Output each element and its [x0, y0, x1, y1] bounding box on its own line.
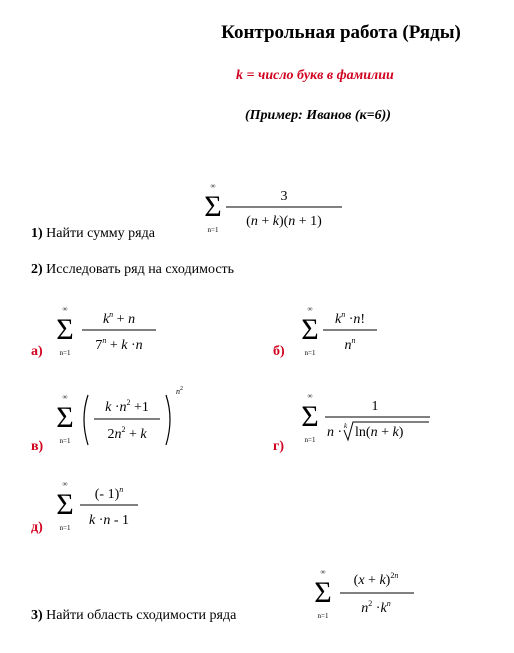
formula-task1 [200, 182, 350, 238]
svg-text:n=1: n=1 [304, 436, 316, 444]
svg-text:n=1: n=1 [59, 349, 71, 357]
task-1-text: Найти сумму ряда [46, 226, 155, 241]
svg-text:n=1: n=1 [317, 612, 329, 620]
item-label-d: д) [31, 520, 43, 535]
example-note: (Пример: Иванов (к=6)) [245, 108, 391, 123]
formula-task3 [310, 566, 420, 624]
svg-text:k: k [344, 422, 348, 430]
svg-text:(- 1)n: (- 1)$^n$ [94, 485, 124, 502]
task-1-number: 1) [31, 226, 43, 241]
svg-text:(n + k)(n + 1): (n + k)(n + 1) [246, 214, 322, 229]
svg-text:ln(n + k): ln(n + k) [355, 425, 404, 440]
svg-text:n=1: n=1 [207, 226, 219, 234]
svg-text:n2 ·kn: $n^2 \cdot k^n$ [361, 599, 391, 616]
item-label-v: в) [31, 439, 44, 454]
task-2-text: Исследовать ряд на сходимость [46, 262, 235, 277]
task-3 [31, 608, 236, 624]
svg-text:∞: ∞ [62, 305, 68, 313]
svg-text:Σ: Σ [56, 313, 74, 346]
page-title: Контрольная работа (Ряды) [221, 22, 461, 43]
svg-text:Σ: Σ [204, 190, 222, 223]
svg-text:∞: ∞ [320, 568, 326, 576]
svg-text:Σ: Σ [314, 576, 332, 609]
svg-text:Σ: Σ [56, 401, 74, 434]
item-label-a: а) [31, 344, 43, 359]
svg-text:Σ: Σ [301, 313, 319, 346]
formula-g [297, 392, 437, 450]
svg-text:k ·n2 +1: $k \cdot n^2 +1$ [105, 398, 149, 415]
svg-text:n=1: n=1 [304, 349, 316, 357]
task-1 [31, 226, 155, 242]
svg-text:∞: ∞ [307, 305, 313, 313]
subtitle-k-definition: k = число букв в фамилии [236, 68, 394, 83]
svg-text:∞: ∞ [62, 480, 68, 488]
formula-d [52, 480, 152, 536]
task-3-number: 3) [31, 608, 43, 623]
formula-v [52, 386, 192, 451]
item-label-g: г) [273, 439, 285, 454]
formula-b [297, 305, 387, 361]
svg-text:n2: $n^2$ [176, 386, 183, 396]
svg-text:∞: ∞ [210, 182, 216, 190]
svg-text:(x + k)2n: $(x + k)^2n$ [353, 571, 399, 588]
svg-text:nn: $n^n$ [344, 336, 356, 353]
svg-text:n=1: n=1 [59, 524, 71, 532]
item-label-b: б) [273, 344, 285, 359]
svg-text:n=1: n=1 [59, 437, 71, 445]
svg-text:k ·n - 1: k ·n - 1 [88, 513, 130, 528]
svg-text:1: 1 [371, 399, 379, 414]
svg-text:Σ: Σ [301, 400, 319, 433]
svg-text:∞: ∞ [307, 392, 313, 400]
task-2 [31, 262, 234, 278]
svg-text:7n + k ·n: $7^n + k \cdot n$ [95, 336, 143, 353]
svg-text:kn ·n!: $k^n \cdot n$! [334, 310, 366, 327]
svg-text:2n2 + k: $2n^2 + k$ [107, 425, 147, 442]
svg-text:3: 3 [280, 189, 288, 204]
svg-text:n ·: n · [327, 425, 343, 440]
task-3-text: Найти область сходимости ряда [46, 608, 237, 623]
svg-text:kn + n: $k^n + n$ [102, 310, 136, 327]
task-2-number: 2) [31, 262, 43, 277]
formula-a [52, 305, 162, 361]
svg-text:Σ: Σ [56, 488, 74, 521]
svg-text:∞: ∞ [62, 393, 68, 401]
